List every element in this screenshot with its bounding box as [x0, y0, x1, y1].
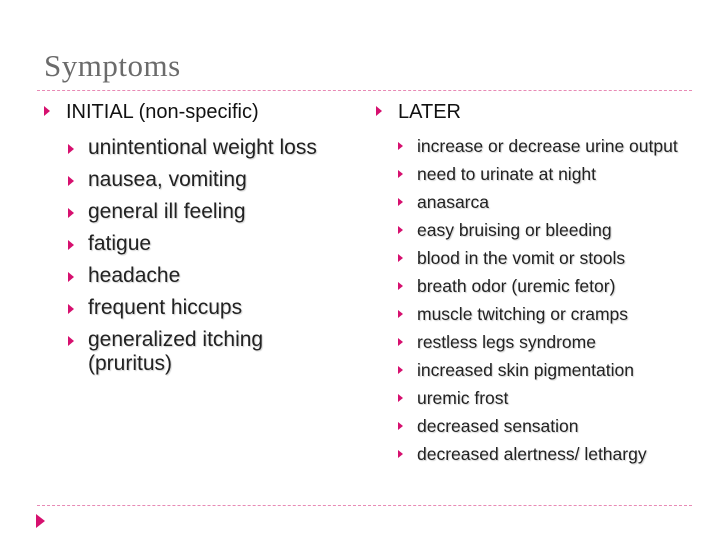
bullet-arrow-icon: [398, 254, 403, 262]
list-item: nausea, vomiting: [68, 168, 344, 192]
list-item: blood in the vomit or stools: [398, 248, 696, 269]
bullet-arrow-icon: [398, 338, 403, 346]
bullet-arrow-icon: [398, 170, 403, 178]
bullet-arrow-icon: [68, 208, 74, 218]
bullet-arrow-icon: [68, 176, 74, 186]
list-item: breath odor (uremic fetor): [398, 276, 696, 297]
later-heading: [376, 100, 696, 124]
later-heading-text: LATER: [398, 101, 461, 123]
list-item: unintentional weight loss: [68, 136, 344, 160]
list-item: generalized itching (pruritus): [68, 328, 344, 376]
bullet-arrow-icon: [68, 144, 74, 154]
slide-title: Symptoms: [44, 48, 181, 83]
bullet-arrow-icon: [68, 240, 74, 250]
bullet-arrow-icon: [398, 198, 403, 206]
bullet-arrow-icon: [376, 106, 382, 116]
list-item: general ill feeling: [68, 200, 344, 224]
bullet-arrow-icon: [398, 366, 403, 374]
bullet-arrow-icon: [44, 106, 50, 116]
bottom-divider: [37, 505, 692, 506]
bullet-arrow-icon: [398, 282, 403, 290]
list-item: muscle twitching or cramps: [398, 304, 696, 325]
list-item: increased skin pigmentation: [398, 360, 696, 381]
top-divider: [37, 90, 692, 91]
bullet-arrow-icon: [398, 450, 403, 458]
bullet-arrow-icon: [68, 304, 74, 314]
initial-symptoms-list: [68, 136, 344, 376]
list-item: frequent hiccups: [68, 296, 344, 320]
bullet-arrow-icon: [398, 142, 403, 150]
initial-heading-sub: (non-specific): [133, 101, 259, 123]
list-item: uremic frost: [398, 388, 696, 409]
footer-arrow-icon: [36, 514, 45, 528]
later-symptoms-list: [398, 136, 696, 465]
list-item: increase or decrease urine output: [398, 136, 696, 157]
bullet-arrow-icon: [68, 336, 74, 346]
list-item: easy bruising or bleeding: [398, 220, 696, 241]
list-item: decreased sensation: [398, 416, 696, 437]
bullet-arrow-icon: [68, 272, 74, 282]
list-item: fatigue: [68, 232, 344, 256]
list-item: anasarca: [398, 192, 696, 213]
later-symptoms-column: [376, 100, 696, 472]
bullet-arrow-icon: [398, 422, 403, 430]
bullet-arrow-icon: [398, 310, 403, 318]
initial-symptoms-column: [44, 100, 344, 384]
list-item: headache: [68, 264, 344, 288]
list-item: need to urinate at night: [398, 164, 696, 185]
initial-heading-main: INITIAL: [66, 101, 134, 123]
bullet-arrow-icon: [398, 226, 403, 234]
bullet-arrow-icon: [398, 394, 403, 402]
initial-heading: [44, 100, 344, 124]
list-item: decreased alertness/ lethargy: [398, 444, 696, 465]
list-item: restless legs syndrome: [398, 332, 696, 353]
